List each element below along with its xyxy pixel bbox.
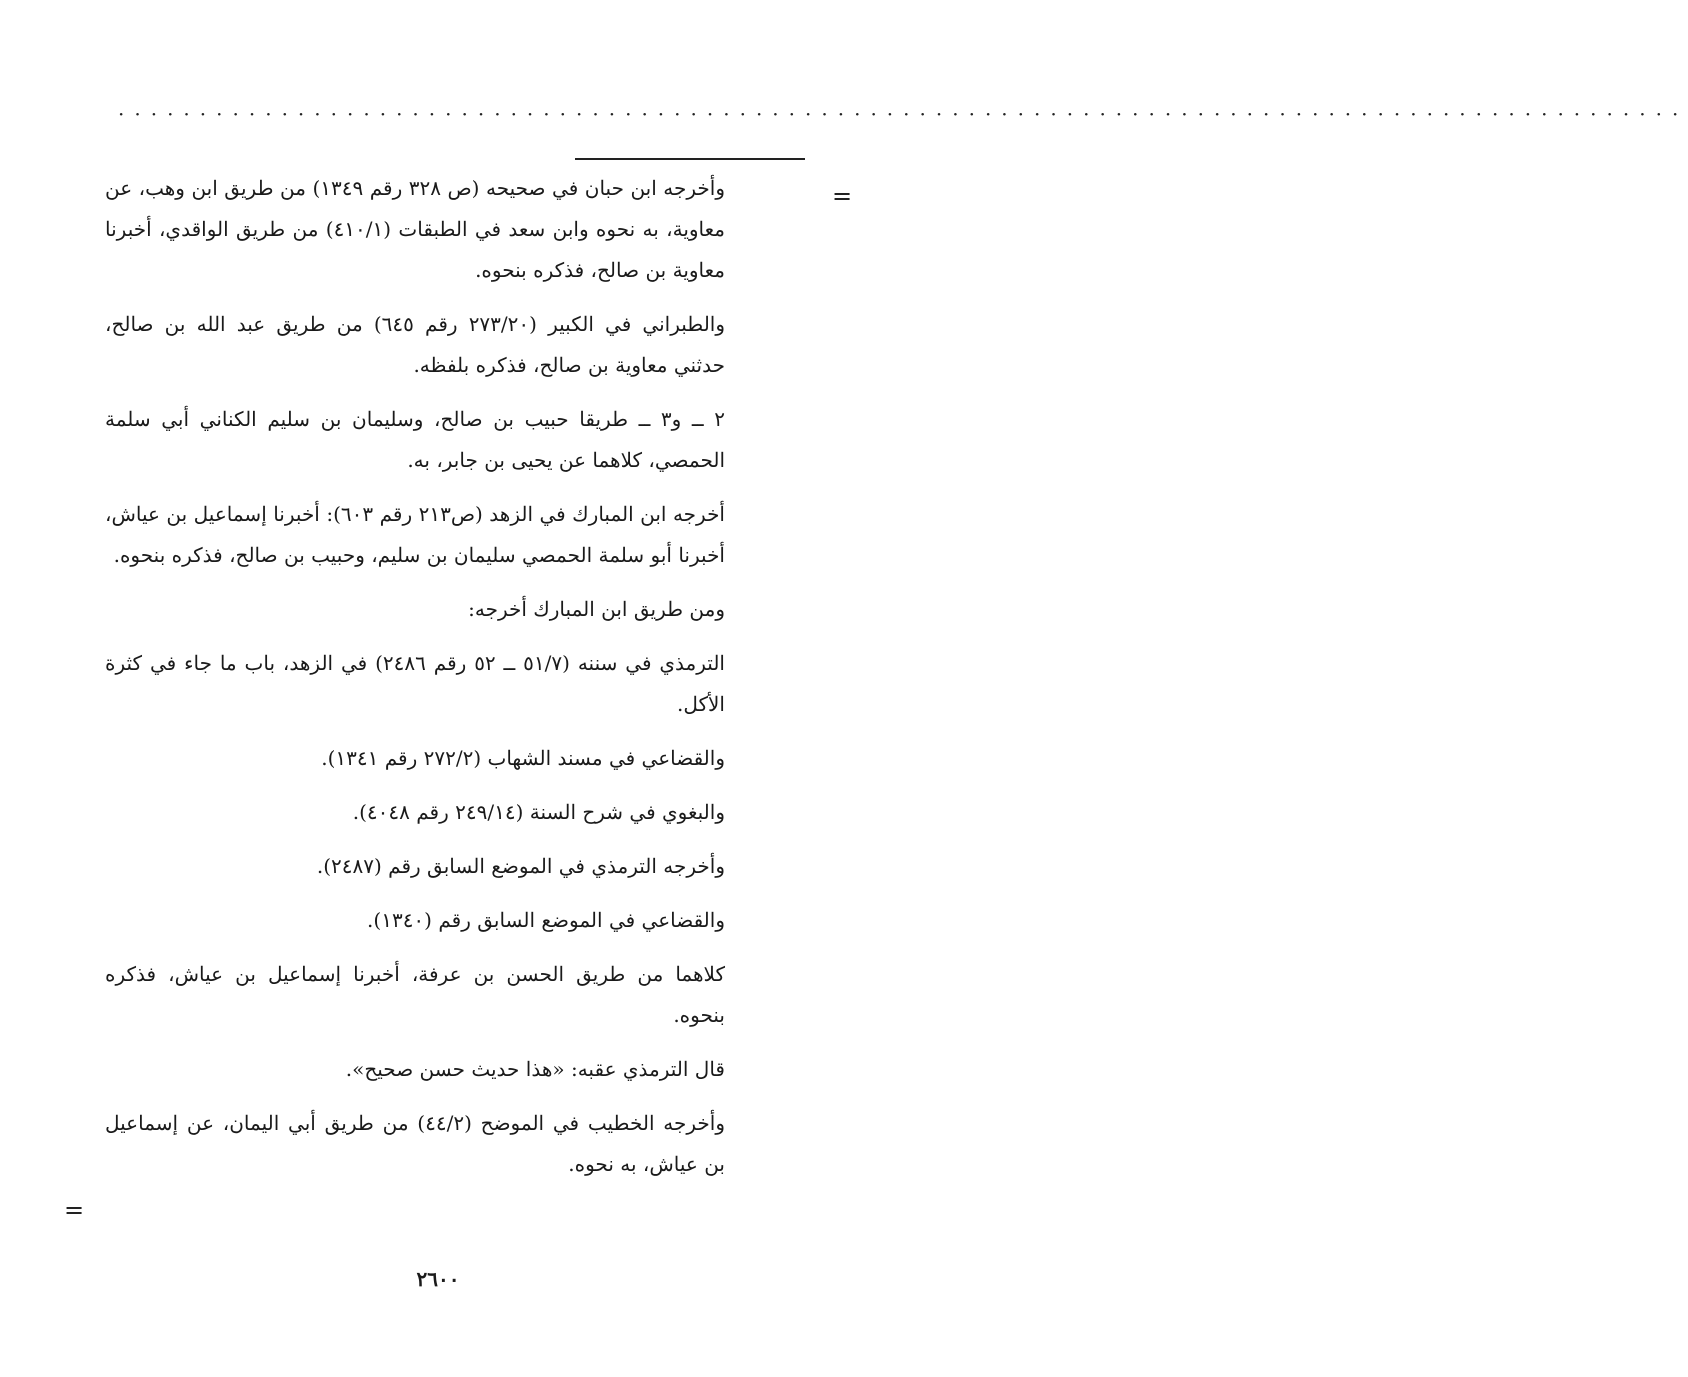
paragraph: الترمذي في سننه (٥١/٧ ــ ٥٢ رقم ٢٤٨٦) في الزهد، باب ما جاء في كثرة الأكل.	[105, 651, 725, 716]
paragraph: والقضاعي في مسند الشهاب (٢٧٢/٢ رقم ١٣٤١).	[321, 746, 725, 770]
paragraph: والطبراني في الكبير (٢٧٣/٢٠ رقم ٦٤٥) من طريق عبد الله بن صالح، حدثني معاوية بن صالح، فذكره بلفظه.	[105, 312, 725, 377]
paragraph: وأخرجه الترمذي في الموضع السابق رقم (٢٤٨٧).	[316, 854, 725, 878]
paragraph: والبغوي في شرح السنة (٢٤٩/١٤ رقم ٤٠٤٨).	[352, 800, 725, 824]
paragraph: أخرجه ابن المبارك في الزهد (ص٢١٣ رقم ٦٠٣): أخبرنا إسماعيل بن عياش، أخبرنا أبو سلمة الحمصي سليمان بن سليم، وحبيب بن صالح، فذكره بنحوه.	[105, 502, 725, 567]
paragraph: ومن طريق ابن المبارك أخرجه:	[468, 597, 725, 621]
paragraph: ٢ ــ و٣ ــ طريقا حبيب بن صالح، وسليمان بن سليم الكناني أبي سلمة الحمصي، كلاهما عن يحيى بن جابر، به.	[105, 407, 726, 472]
page-number: ٢٦٠٠	[416, 1267, 460, 1291]
paragraph: وأخرجه الخطيب في الموضح (٤٤/٢) من طريق أبي اليمان، عن إسماعيل بن عياش، به نحوه.	[105, 1111, 725, 1176]
paragraph: وأخرجه ابن حبان في صحيحه (ص ٣٢٨ رقم ١٣٤٩) من طريق ابن وهب، عن معاوية، به نحوه وابن سعد في الطبقات (٤١٠/١) من طريق الواقدي، أخبرنا معاوية بن صالح، فذكره بنحوه.	[105, 176, 725, 282]
continuation-mark-top: =	[832, 182, 853, 210]
dotted-separator: ································································································	[118, 102, 1688, 126]
footnote-body	[105, 168, 725, 1198]
footnote-rule	[575, 158, 805, 160]
paragraph: قال الترمذي عقبه: «هذا حديث حسن صحيح».	[345, 1057, 725, 1081]
paragraph: والقضاعي في الموضع السابق رقم (١٣٤٠).	[367, 908, 725, 932]
paragraph: كلاهما من طريق الحسن بن عرفة، أخبرنا إسماعيل بن عياش، فذكره بنحوه.	[105, 962, 725, 1027]
continuation-mark-bottom: =	[64, 1196, 85, 1224]
